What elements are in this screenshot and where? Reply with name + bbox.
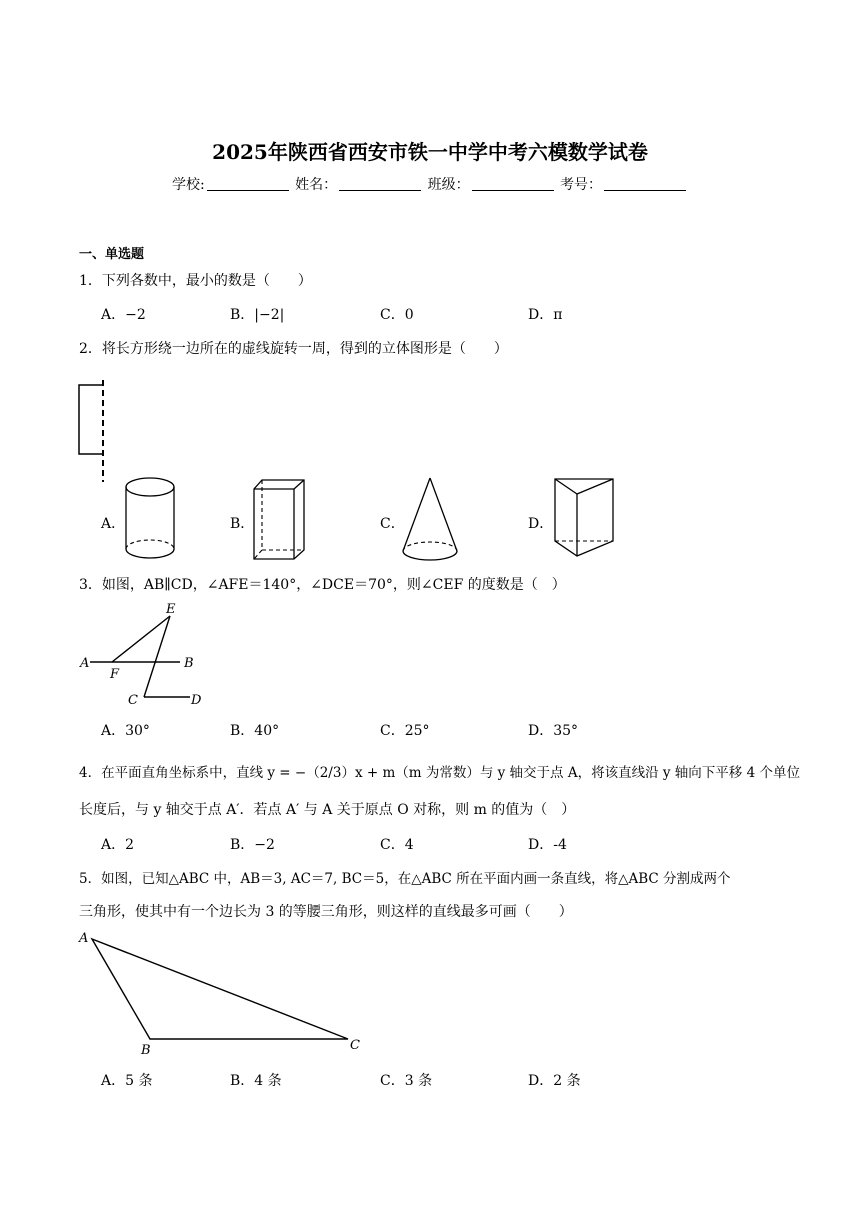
q4-option-d[interactable]: D．-4 [528,837,567,853]
q5-label-b: B [141,1043,151,1058]
question-4-text-line-1: 4．在平面直角坐标系中，直线 y = −（2/3）x + m（m 为常数）与 y 轴交于点 A，将该直线沿 y 轴向下平移 4 个单位 [79,765,800,781]
question-5-text-line-2: 三角形，使其中有一个边长为 3 的等腰三角形，则这样的直线最多可画（ ） [79,904,573,920]
q3-option-d[interactable]: D．35° [528,723,579,739]
page-title: 2025年陕西省西安市铁一中学中考六模数学试卷 [212,140,648,164]
class-label: 班级： [427,177,470,193]
q3-label-e: E [166,602,176,617]
q1-option-a[interactable]: A．−2 [101,307,146,323]
q2-cylinder-figure[interactable] [124,476,178,562]
q4-option-a[interactable]: A．2 [101,837,135,853]
q4-option-b[interactable]: B．−2 [230,837,275,853]
q2-cone-figure[interactable] [400,476,462,564]
q3-label-f: F [110,667,120,682]
exam-number-blank[interactable] [604,176,686,191]
section-title: 一、单选题 [79,247,145,262]
q1-option-c[interactable]: C．0 [380,307,414,323]
q3-option-b[interactable]: B．40° [230,723,280,739]
q2-prism-figure[interactable] [552,476,618,564]
q4-option-c[interactable]: C．4 [380,837,414,853]
q3-label-a: A [80,656,90,671]
question-5-text-line-1: 5．如图，已知△ABC 中，AB＝3, AC＝7, BC＝5，在△ABC 所在平面内画一条直线，将△ABC 分割成两个 [79,871,731,887]
class-blank[interactable] [472,176,554,191]
q5-option-b[interactable]: B．4 条 [230,1073,282,1089]
q2-option-b[interactable]: B． [230,516,255,532]
question-2-text: 2．将长方形绕一边所在的虚线旋转一周，得到的立体图形是（ ） [79,341,508,357]
question-3-text: 3．如图，AB∥CD，∠AFE＝140°，∠DCE＝70°，则∠CEF 的度数是（ ） [79,577,566,593]
q5-option-d[interactable]: D．2 条 [528,1073,581,1089]
name-blank[interactable] [339,176,421,191]
exam-number-label: 考号： [560,177,603,193]
q2-option-d[interactable]: D． [528,516,554,532]
question-1-text: 1．下列各数中，最小的数是（ ） [79,273,312,289]
q1-option-b[interactable]: B．|−2| [230,307,285,323]
q3-label-b: B [184,656,194,671]
q3-option-a[interactable]: A．30° [101,723,150,739]
q5-triangle-abc-figure [76,928,376,1060]
student-info-line [0,174,860,194]
q3-parallel-lines-figure [78,600,218,710]
q3-label-c: C [128,693,138,708]
q5-option-c[interactable]: C．3 条 [380,1073,433,1089]
school-blank[interactable] [207,176,289,191]
school-label: 学校: [171,177,205,193]
q5-option-a[interactable]: A．5 条 [101,1073,153,1089]
q2-cuboid-figure[interactable] [252,478,308,564]
q5-label-a: A [79,931,89,946]
q1-option-d[interactable]: D．π [528,307,563,323]
q3-option-c[interactable]: C．25° [380,723,430,739]
q2-rectangle-figure [76,380,108,484]
question-4-text-line-2: 长度后，与 y 轴交于点 A′．若点 A′ 与 A 关于原点 O 对称，则 m 的值为（ ） [79,802,576,818]
q3-label-d: D [191,693,202,708]
q2-option-c[interactable]: C． [380,516,405,532]
name-label: 姓名： [295,177,338,193]
q5-label-c: C [350,1038,360,1053]
q2-option-a[interactable]: A． [101,516,126,532]
